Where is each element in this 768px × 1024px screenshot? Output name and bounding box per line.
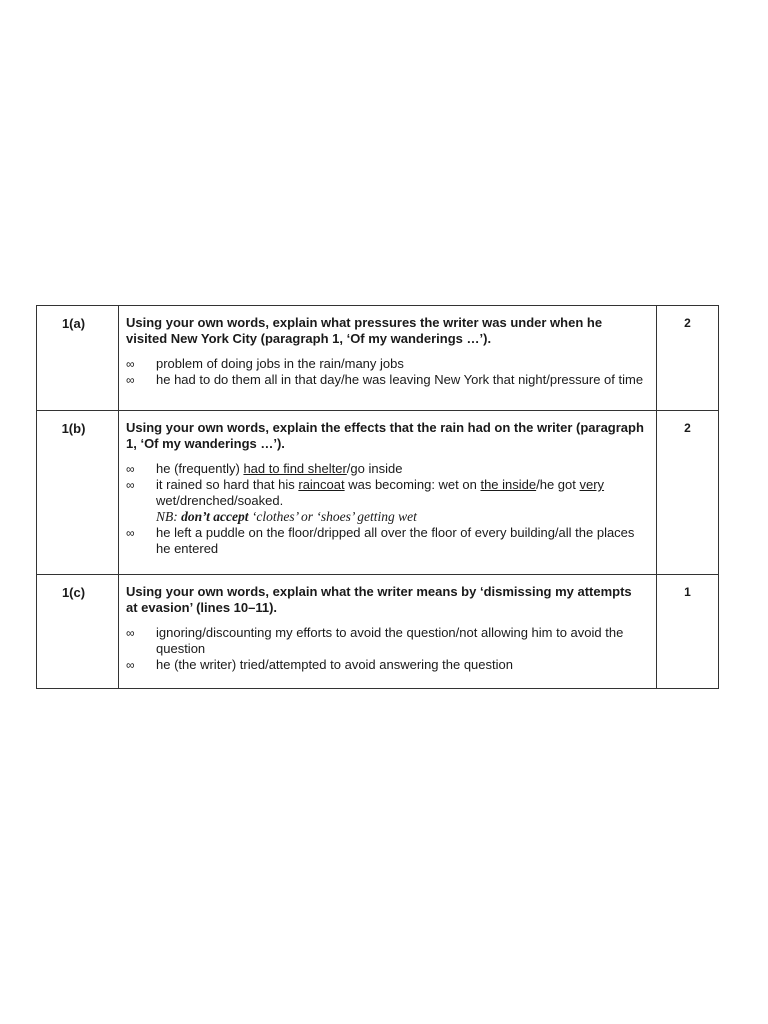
answer-cell — [119, 411, 657, 575]
point-text — [156, 461, 402, 476]
point-text — [156, 477, 604, 524]
nb-emphasis: don’t accept — [181, 509, 249, 524]
mark-value: 1 — [657, 575, 719, 689]
list-item — [126, 625, 646, 657]
infinity-bullet-icon: ∞ — [126, 658, 135, 672]
infinity-bullet-icon: ∞ — [126, 478, 135, 492]
nb-note — [156, 509, 417, 524]
text-segment: /he got — [536, 477, 580, 492]
table-row — [37, 411, 719, 575]
nb-text: ‘clothes’ or ‘shoes’ getting wet — [248, 509, 417, 524]
nb-label: NB: — [156, 509, 182, 524]
mark-value: 2 — [657, 411, 719, 575]
answer-points — [126, 356, 646, 388]
point-text: ignoring/discounting my efforts to avoid the question/not allowing him to avoid the question — [156, 625, 624, 656]
question-prompt: Using your own words, explain what the writer means by ‘dismissing my attempts at evasion’ (lines 10–11). — [126, 584, 632, 615]
list-item — [126, 461, 646, 477]
point-text: he had to do them all in that day/he was leaving New York that night/pressure of time — [156, 372, 644, 387]
underlined-text: had to find shelter — [243, 461, 347, 476]
infinity-bullet-icon: ∞ — [126, 626, 135, 640]
answer-points — [126, 625, 646, 673]
list-item — [126, 525, 646, 557]
question-prompt: Using your own words, explain what pressures the writer was under when he visited New York City (paragraph 1, ‘Of my wanderings …’). — [126, 315, 603, 346]
list-item — [126, 356, 646, 372]
text-segment: /go inside — [346, 461, 403, 476]
point-text: he left a puddle on the floor/dripped all over the floor of every building/all the places he entered — [156, 525, 635, 556]
underlined-text: raincoat — [298, 477, 345, 492]
text-segment: was becoming: wet on — [344, 477, 481, 492]
question-number: 1(b) — [37, 411, 119, 575]
mark-scheme-table — [36, 305, 719, 689]
question-number: 1(c) — [37, 575, 119, 689]
mark-value: 2 — [657, 306, 719, 411]
list-item — [126, 477, 646, 525]
infinity-bullet-icon: ∞ — [126, 373, 135, 387]
infinity-bullet-icon: ∞ — [126, 462, 135, 476]
table-row — [37, 575, 719, 689]
text-segment: wet/drenched/soaked. — [156, 493, 284, 508]
table-row — [37, 306, 719, 411]
list-item — [126, 372, 646, 388]
underlined-text: the inside — [480, 477, 537, 492]
answer-cell — [119, 575, 657, 689]
question-prompt: Using your own words, explain the effects that the rain had on the writer (paragraph 1, ‘Of my wanderings …’). — [126, 420, 644, 451]
list-item — [126, 657, 646, 673]
underlined-text: very — [579, 477, 605, 492]
answer-cell — [119, 306, 657, 411]
infinity-bullet-icon: ∞ — [126, 526, 135, 540]
infinity-bullet-icon: ∞ — [126, 357, 135, 371]
text-segment: he (frequently) — [156, 461, 244, 476]
answer-points — [126, 461, 646, 557]
question-number: 1(a) — [37, 306, 119, 411]
point-text: he (the writer) tried/attempted to avoid answering the question — [156, 657, 513, 672]
text-segment: it rained so hard that his — [156, 477, 299, 492]
point-text: problem of doing jobs in the rain/many jobs — [156, 356, 404, 371]
